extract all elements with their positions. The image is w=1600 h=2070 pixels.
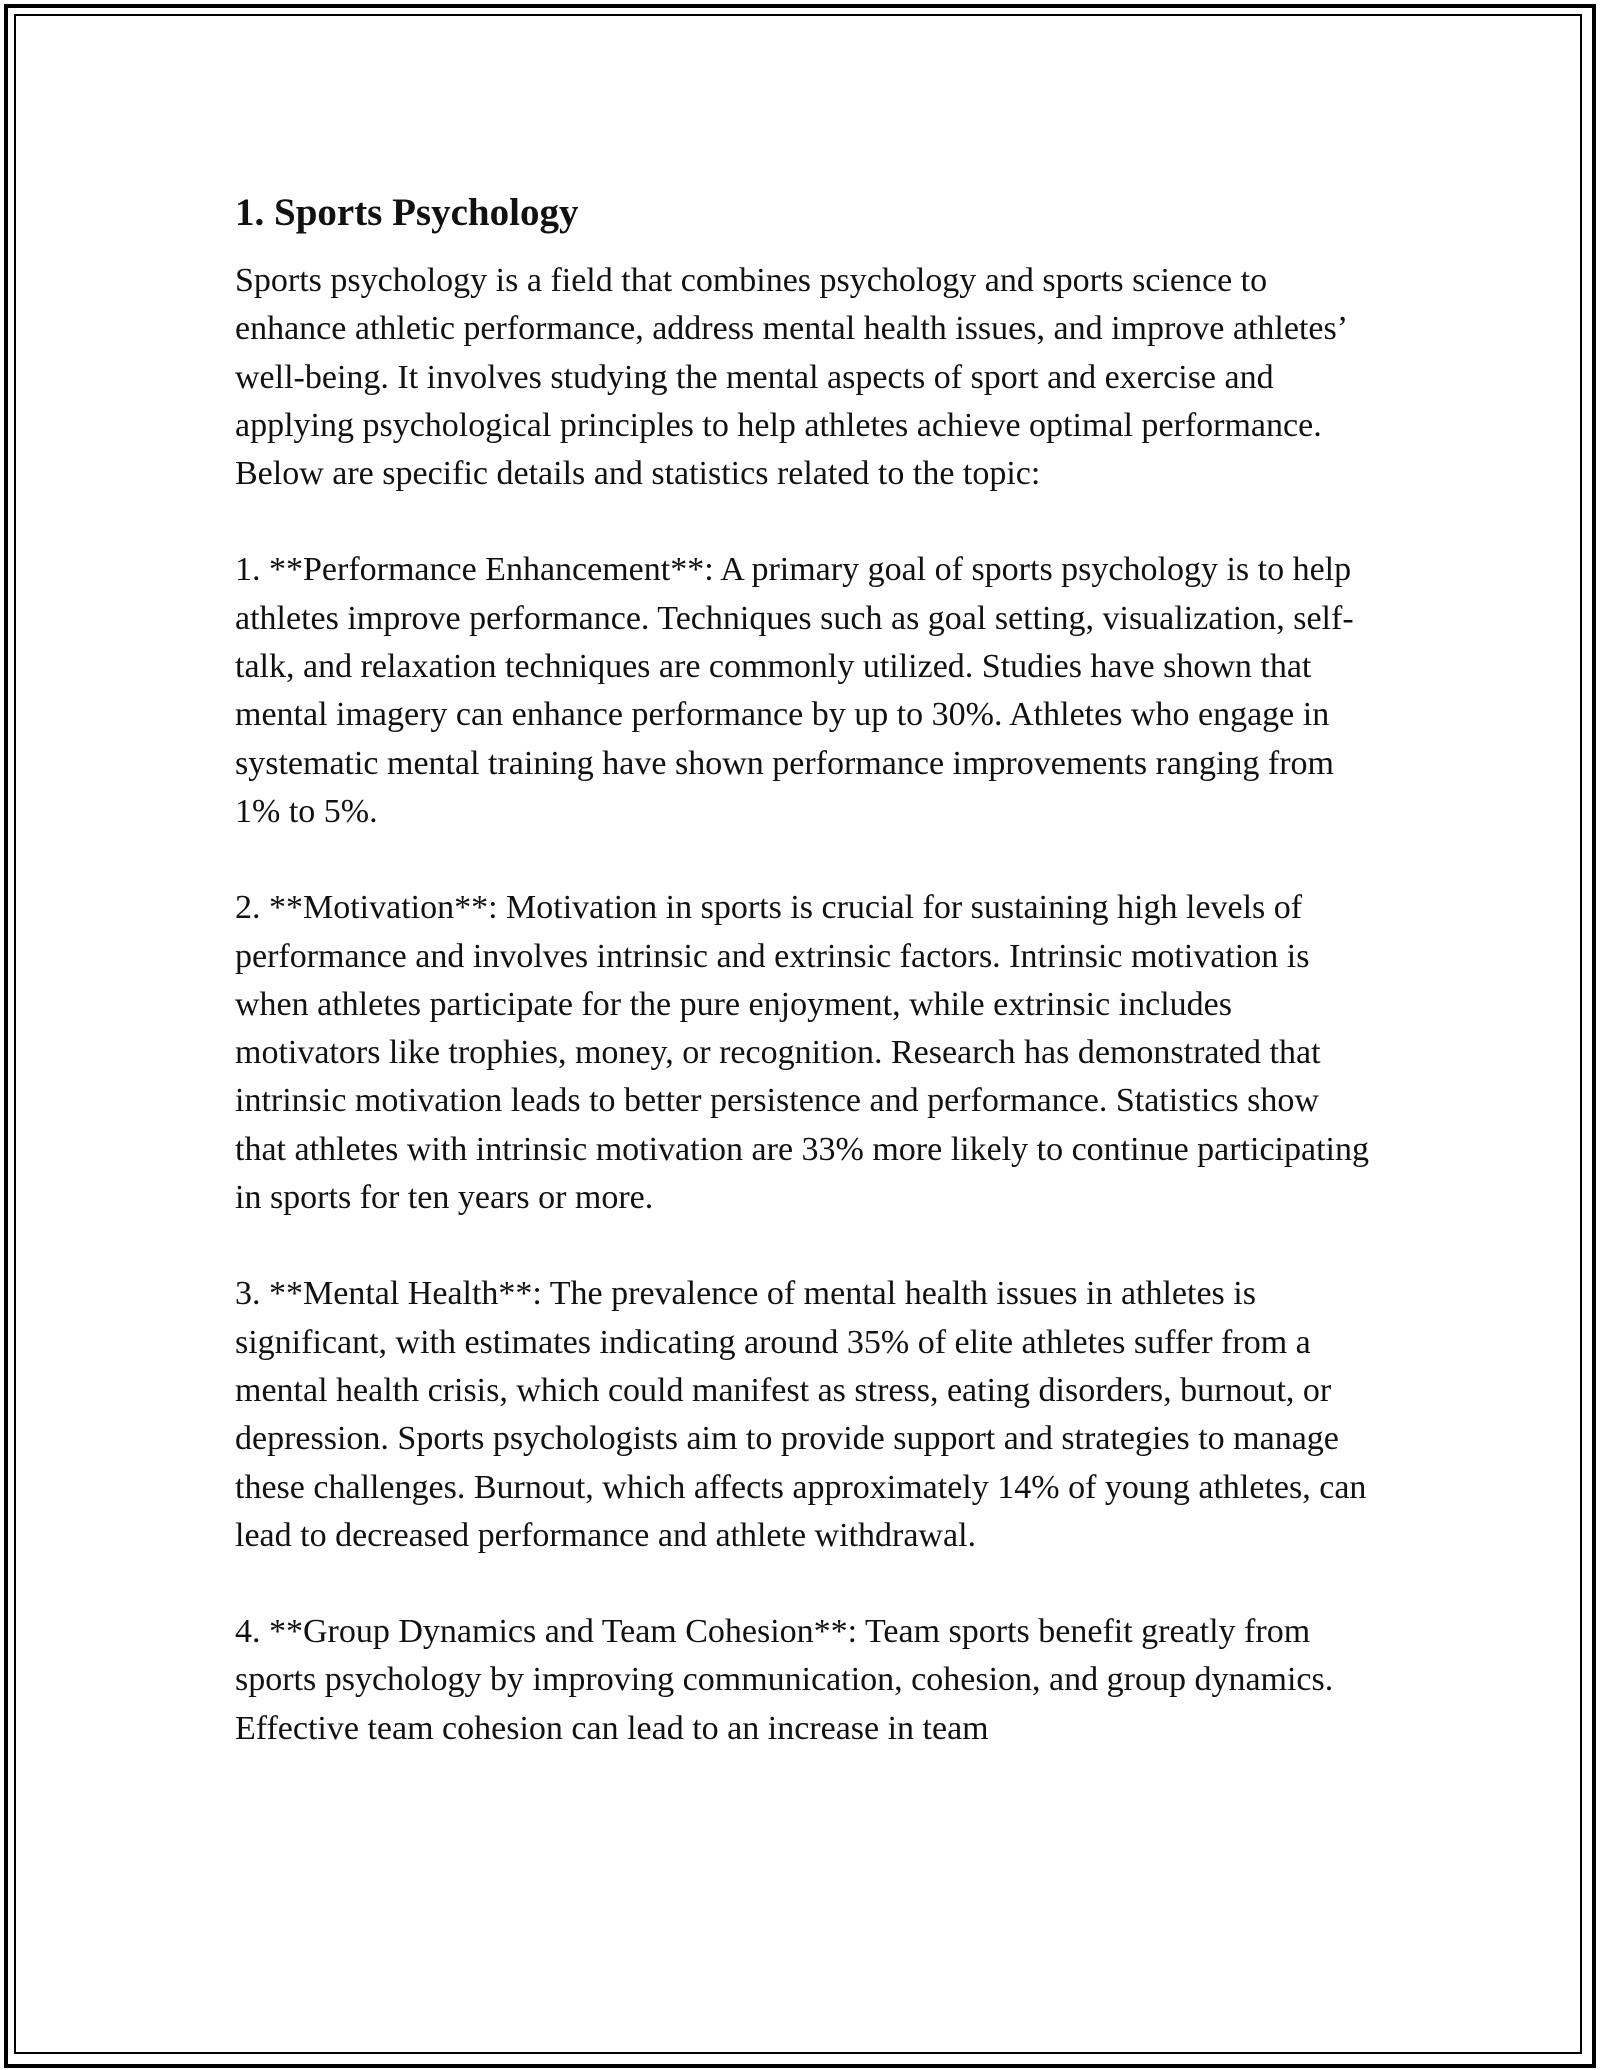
mental-health-paragraph: 3. **Mental Health**: The prevalence of mental health issues in athletes is significant, with estimates indicating around 35% of elite athletes suffer from a mental health crisis, which could manifest as stress, eating disorders, burnout, or depression. Sports psychologists aim to provide support and strategies to manage these challenges. Burnout, which affects approximately 14% of young athletes, can lead to decreased performance and athlete withdrawal. xyxy=(235,1275,1367,1554)
group-dynamics-paragraph: 4. **Group Dynamics and Team Cohesion**: Team sports benefit greatly from sports psychology by improving communication, cohesion, and group dynamics. Effective team cohesion can lead to an increase in team xyxy=(235,1613,1334,1747)
performance-enhancement-paragraph: 1. **Performance Enhancement**: A primary goal of sports psychology is to help athletes improve performance. Techniques such as goal setting, visualization, self-talk, and relaxation techniques are commonly utilized. Studies have shown that mental imagery can enhance performance by up to 30%. Athletes who engage in systematic mental training have shown performance improvements ranging from 1% to 5%. xyxy=(235,551,1354,830)
intro-paragraph: Sports psychology is a field that combines psychology and sports science to enhance athletic performance, address mental health issues, and improve athletes’ well-being. It involves studying the mental aspects of sport and exercise and applying psychological principles to help athletes achieve optimal performance. Below are specific details and statistics related to the topic: xyxy=(235,262,1346,493)
motivation-paragraph: 2. **Motivation**: Motivation in sports is crucial for sustaining high levels of performance and involves intrinsic and extrinsic factors. Intrinsic motivation is when athletes participate for the pure enjoyment, while extrinsic includes motivators like trophies, money, or recognition. Research has demonstrated that intrinsic motivation leads to better persistence and performance. Statistics show that athletes with intrinsic motivation are 33% more likely to continue participating in sports for ten years or more. xyxy=(235,889,1369,1217)
section-heading: 1. Sports Psychology xyxy=(235,191,579,234)
document-body xyxy=(235,186,1370,1801)
